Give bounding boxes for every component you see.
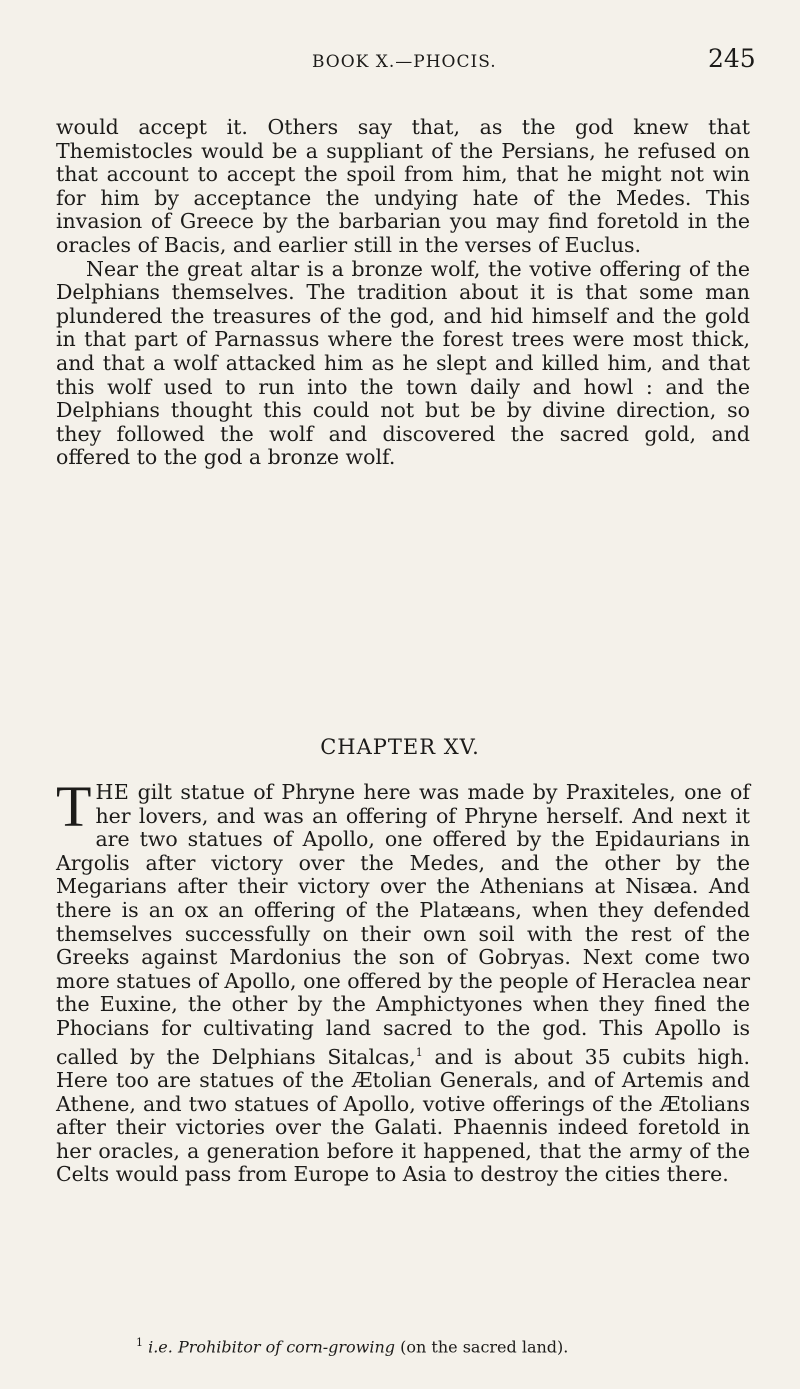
chapter-heading: CHAPTER XV. bbox=[320, 735, 480, 759]
body-text-top bbox=[56, 116, 750, 470]
footnote-reference[interactable]: 1 bbox=[415, 1045, 423, 1059]
paragraph-continuation: would accept it. Others say that, as the god knew that Themistocles would be a suppliant of the Persians, he refused on that account to accept the spoil from him, that he might not win for him by acceptance the undying hate of the Medes. This invasion of Greece by the barbarian you may find foretold in the oracles of Bacis, and earlier still in the verses of Euclus. bbox=[56, 115, 750, 257]
drop-cap: T bbox=[56, 774, 92, 839]
chapter-body-text bbox=[56, 774, 750, 1187]
running-head: BOOK X.—PHOCIS. bbox=[312, 52, 497, 72]
footnote-marker: 1 bbox=[136, 1336, 143, 1349]
page-number: 245 bbox=[708, 44, 756, 73]
chapter-text-part-1: gilt statue of Phryne here was made by Praxiteles, one of her lovers, and was an offering of Phryne herself. And next it are two statues of Apollo, one offered by the Epidaurians in Argolis after victory over the Medes, and the other by the Megarians after their victory over the Athenians at Nisæa. And there is an ox an offering of the Platæans, when they defended themselves successfully on their own soil with the rest of the Greeks against Mardonius the son of Gobryas. Next come two more statues of Apollo, one offered by the people of Heraclea near the Euxine, the other by the Amphictyones when they fined the Phocians for cultivating land sacred to the god. This Apollo is called by the Delphians Sitalcas, bbox=[56, 780, 750, 1069]
chapter-paragraph bbox=[56, 774, 750, 1187]
opening-word: HE bbox=[95, 780, 130, 804]
footnote-text: (on the sacred land). bbox=[395, 1337, 569, 1357]
footnote bbox=[136, 1336, 756, 1356]
chapter-text-part-2: and is about 35 cubits high. Here too are statues of the Ætolian Generals, and of Artemis and Athene, and two statues of Apollo, votive offerings of the Ætolians after their victories over the Galati. Phaennis indeed foretold in her oracles, a generation before it happened, that the army of the Celts would pass from Europe to Asia to destroy the cities there. bbox=[56, 1044, 750, 1187]
paragraph-bronze-wolf: Near the great altar is a bronze wolf, the votive offering of the Delphians themselves. The tradition about it is that some man plundered the treasures of the god, and hid himself and the gold in that part of Parnassus where the forest trees were most thick, and that a wolf attacked him as he slept and killed him, and that this wolf used to run into the town daily and howl : and the Delphians thought this could not but be by divine direction, so they followed the wolf and discovered the sacred gold, and offered to the god a bronze wolf. bbox=[56, 256, 750, 470]
footnote-italic-text: i.e. Prohibitor of corn-growing bbox=[148, 1337, 396, 1357]
